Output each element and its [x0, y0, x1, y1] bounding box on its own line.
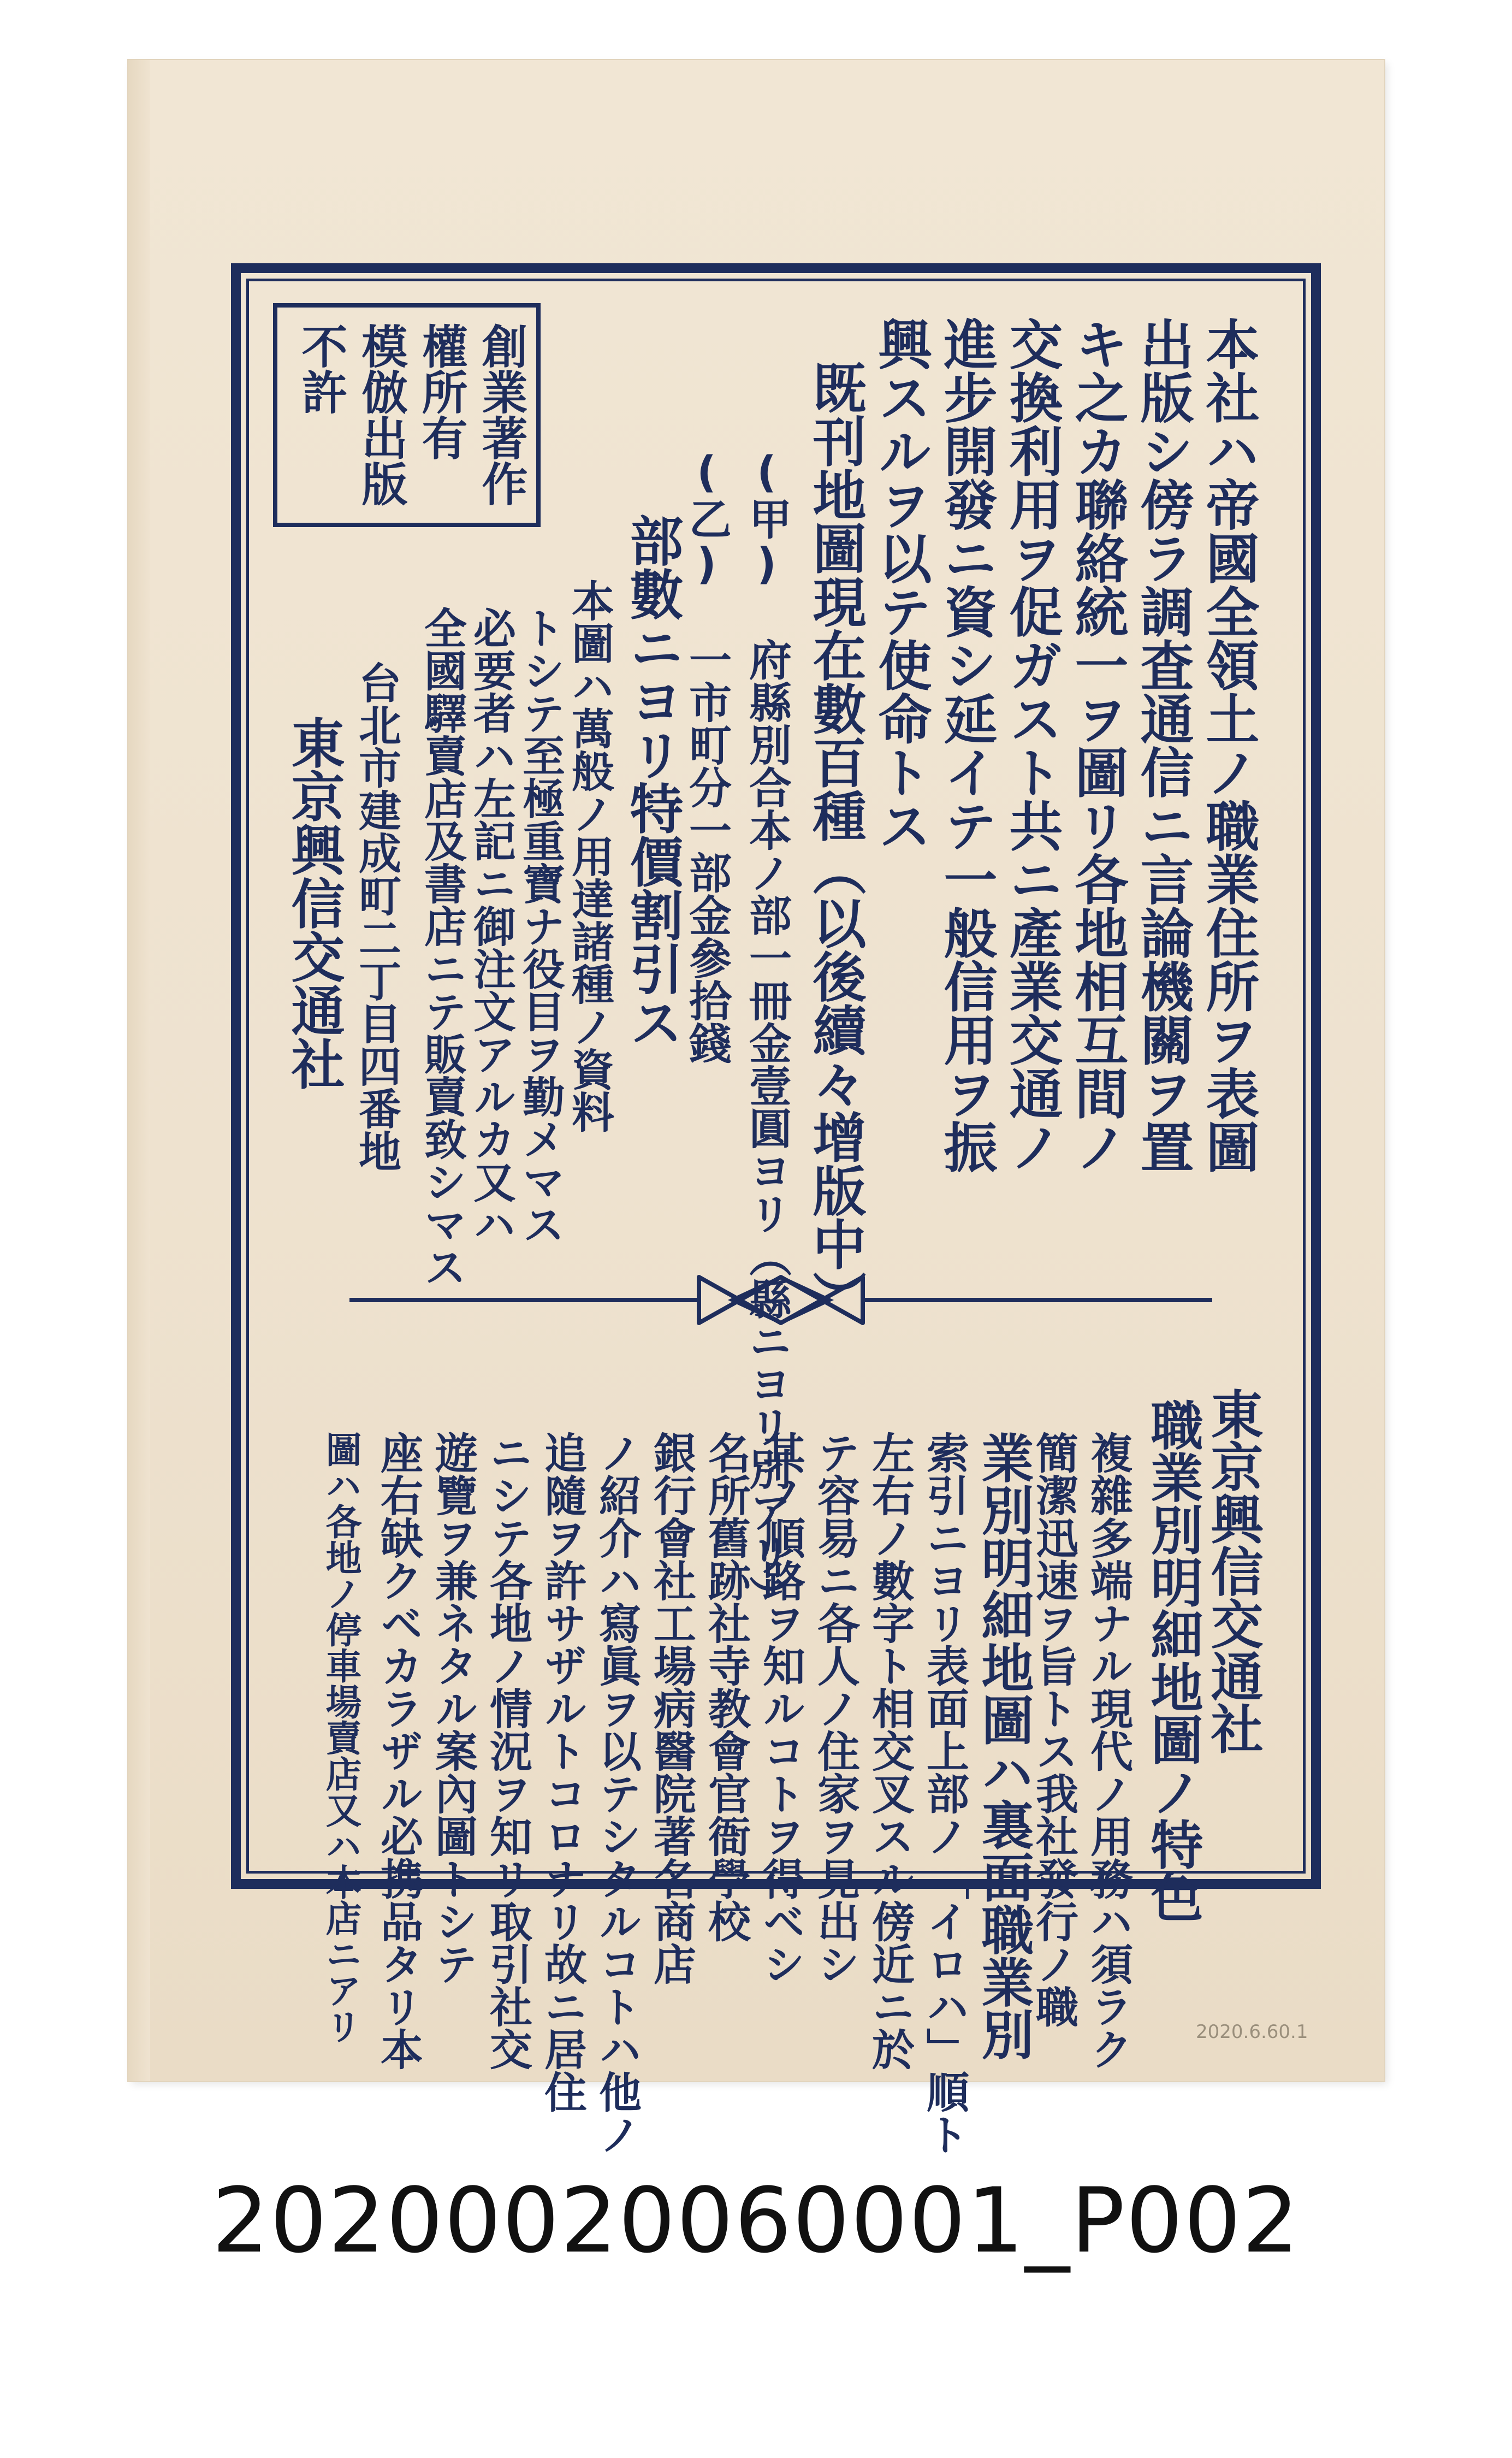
usage-line: 全國驛賣店及書店ニテ販賣致シマス: [417, 606, 466, 1288]
mission-line: 興スルヲ以テ使命トス: [869, 317, 932, 852]
mission-line: 本社ハ帝國全領土ノ職業住所ヲ表圖: [1197, 317, 1259, 1173]
notice-line: 權所有: [414, 323, 468, 460]
feature-line: 名所舊跡社寺教會官衙學校: [701, 1431, 750, 1942]
archive-pencil-note: 2020.6.60.1: [1196, 2021, 1308, 2043]
image-caption: 20200020060001_P002: [212, 2169, 1300, 2273]
usage-line: 必要者ハ左記ニ御注文アルカ又ハ: [466, 606, 515, 1245]
feature-line: 追隨ヲ許サザルトコロナリ故ニ居住: [537, 1431, 586, 2113]
price-a: (甲) 府縣別合本ノ部一冊金壹圓ヨリ（縣ニヨリ別アリ）: [742, 448, 791, 1618]
feature-line: 索引ニヨリ表面上部ノ「イロハ」順ト: [920, 1431, 969, 2155]
mission-line: 出版シ傍ラ調査通信ニ言論機關ヲ置: [1131, 317, 1194, 1173]
price-b: (乙) 一市町分一部金參拾錢: [682, 448, 731, 1064]
published-maps: 既刊地圖現在數百種（以後續々增版中）: [804, 361, 866, 1324]
feature-line: 座右缺クベカラザル必携品タリ本: [373, 1431, 423, 2070]
notice-line: 創業著作: [475, 323, 528, 506]
usage-line: トシテ至極重寶ナ役目ヲ勤メマス: [515, 606, 565, 1245]
feature-line: 複雜多端ナル現代ノ用務ハ須ラク: [1083, 1431, 1132, 2070]
notice-line: 模倣出版: [354, 323, 408, 506]
divider-ornament: [349, 1267, 1212, 1333]
feature-line: ノ紹介ハ寫眞ヲ以テシタルコトハ他ノ: [592, 1431, 641, 2155]
company-address: 台北市建成町二丁目四番地: [352, 661, 401, 1172]
discount-note: 部數ニヨリ特價割引ス: [621, 513, 683, 1049]
feature-line: テ容易ニ各人ノ住家ヲ見出シ: [810, 1431, 859, 1985]
mission-line: 進步開發ニ資シ延イテ一般信用ヲ振: [935, 317, 997, 1173]
features-heading: 職業別明細地圖ノ特色: [1142, 1398, 1203, 1923]
feature-line: 銀行會社工場病醫院著名商店: [647, 1431, 696, 1985]
feature-line: 遊覽ヲ兼ネタル案內圖トシテ: [428, 1431, 477, 1985]
notice-line: 不許: [294, 323, 348, 415]
feature-line: 圖ハ各地ノ停車場賣店又ハ本店ニアリ: [319, 1431, 361, 2044]
mission-line: キ之カ聯絡統一ヲ圖リ各地相互間ノ: [1066, 317, 1128, 1173]
paper-edge: [128, 60, 150, 2081]
feature-line: 簡潔迅速ヲ旨トス我社發行ノ職: [1029, 1431, 1078, 2028]
company-name: 東京興信交通社: [282, 716, 345, 1090]
features-heading: 東京興信交通社: [1202, 1387, 1264, 1754]
feature-line: 左右ノ數字ト相交叉スル傍近ニ於: [865, 1431, 914, 2070]
feature-line: 業別明細地圖ハ裏面職業別: [973, 1431, 1034, 2060]
copyright-notice-box: [273, 303, 541, 527]
mission-line: 交換利用ヲ促ガスト共ニ產業交通ノ: [1000, 317, 1063, 1173]
feature-line: ニシテ各地ノ情況ヲ知リ取引社交: [483, 1431, 532, 2070]
usage-line: 本圖ハ萬般ノ用達諸種ノ資料: [565, 579, 614, 1133]
feature-line: 其ノ順路ヲ知ルコトヲ得ベシ: [756, 1431, 805, 1985]
